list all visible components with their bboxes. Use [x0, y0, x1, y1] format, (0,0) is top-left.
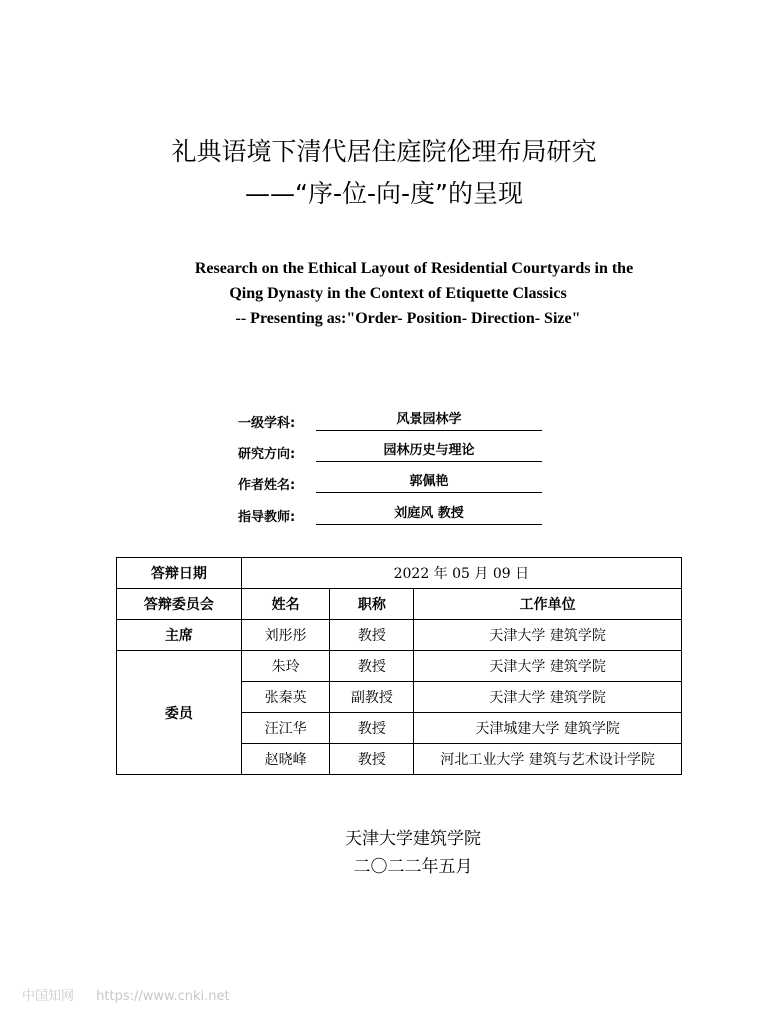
- title-en-line2: Qing Dynasty in the Context of Etiquette Classics: [229, 285, 567, 302]
- date-label-cell: 答辩日期: [117, 558, 242, 589]
- date-value-cell: 2022 年 05 月 09 日: [241, 558, 681, 589]
- member-title-cell: 副教授: [330, 682, 414, 713]
- chair-name-cell: 刘彤彤: [241, 620, 330, 651]
- title-zh-line1: 礼典语境下清代居住庭院伦理布局研究: [171, 137, 597, 166]
- info-row-author: [238, 471, 542, 493]
- member-unit-cell: 天津大学 建筑学院: [414, 651, 682, 682]
- chair-title-cell: 教授: [330, 620, 414, 651]
- direction-value: 园林历史与理论: [316, 442, 542, 462]
- member-unit-cell: 天津大学 建筑学院: [414, 682, 682, 713]
- table-row: [117, 558, 682, 589]
- table-row: [117, 589, 682, 620]
- defense-committee-table: [116, 557, 682, 775]
- member-name-cell: 赵晓峰: [241, 744, 330, 775]
- chair-label-cell: 主席: [117, 620, 242, 651]
- member-label-cell: 委员: [117, 651, 242, 775]
- watermark-url: https://www.cnki.net: [96, 989, 230, 1004]
- info-row-direction: [238, 440, 542, 462]
- member-name-cell: 张秦英: [241, 682, 330, 713]
- title-en-line3: -- Presenting as:"Order- Position- Direction- Size": [235, 310, 581, 327]
- chair-unit-cell: 天津大学 建筑学院: [414, 620, 682, 651]
- member-name-cell: 朱玲: [241, 651, 330, 682]
- info-row-advisor: [238, 503, 542, 525]
- member-title-cell: 教授: [330, 651, 414, 682]
- author-label: 作者姓名:: [238, 478, 296, 493]
- header-title-cell: 职称: [330, 589, 414, 620]
- title-zh-line2: ——“序-位-向-度”的呈现: [245, 179, 523, 208]
- author-value: 郭佩艳: [316, 473, 542, 493]
- info-row-discipline: [238, 409, 542, 431]
- committee-label-cell: 答辩委员会: [117, 589, 242, 620]
- watermark-site-name: 中国知网: [22, 989, 75, 1004]
- footer-date: 二〇二二年五月: [353, 857, 473, 877]
- direction-label: 研究方向:: [238, 447, 296, 462]
- title-en-line1: Research on the Ethical Layout of Residential Courtyards in the: [194, 260, 634, 277]
- table-row: [117, 620, 682, 651]
- discipline-value: 风景园林学: [316, 411, 542, 431]
- member-unit-cell: 天津城建大学 建筑学院: [414, 713, 682, 744]
- table-row: [117, 651, 682, 682]
- header-name-cell: 姓名: [241, 589, 330, 620]
- member-unit-cell: 河北工业大学 建筑与艺术设计学院: [414, 744, 682, 775]
- member-title-cell: 教授: [330, 713, 414, 744]
- advisor-value: 刘庭风 教授: [316, 505, 542, 525]
- member-name-cell: 汪江华: [241, 713, 330, 744]
- footer-school: 天津大学建筑学院: [345, 829, 481, 849]
- member-title-cell: 教授: [330, 744, 414, 775]
- advisor-label: 指导教师:: [238, 510, 296, 525]
- cnki-watermark: [22, 985, 248, 1004]
- header-unit-cell: 工作单位: [414, 589, 682, 620]
- discipline-label: 一级学科:: [238, 416, 296, 431]
